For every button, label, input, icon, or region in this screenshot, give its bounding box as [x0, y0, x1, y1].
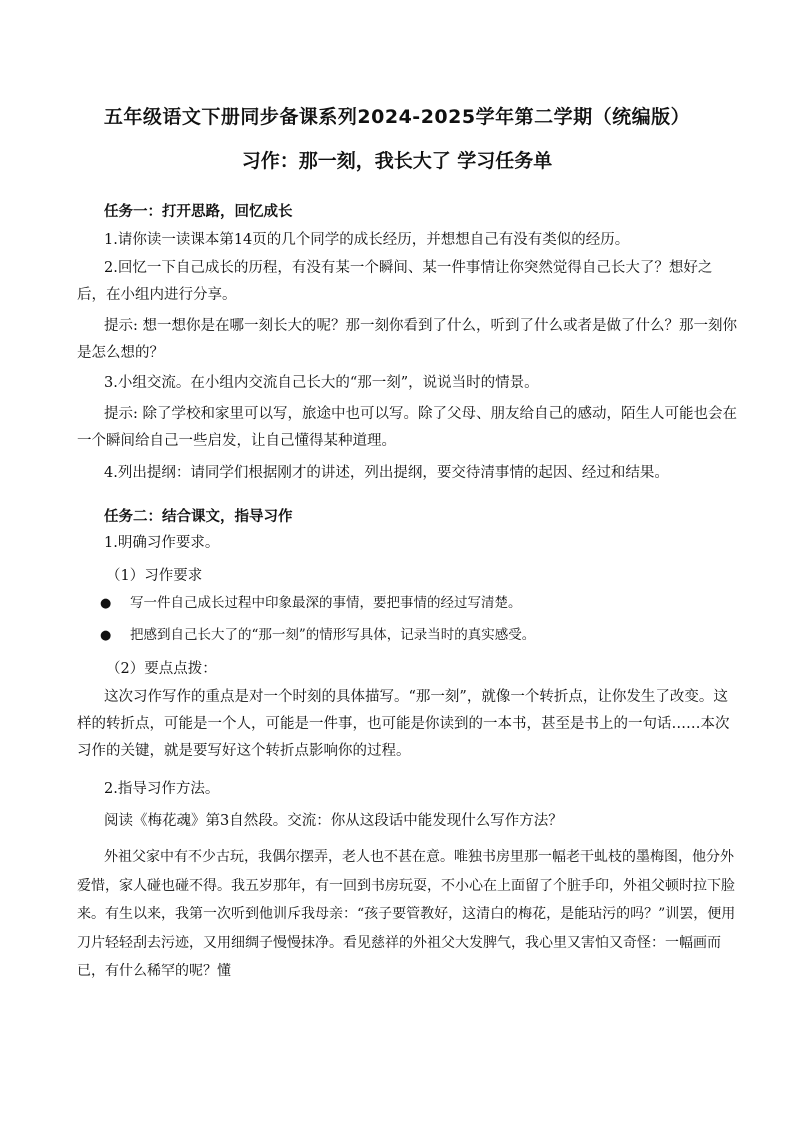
task1-heading: 任务一：打开思路，回忆成长 [104, 204, 293, 220]
excerpt-quote: 外祖父家中有不少古玩，我偶尔摆弄，老人也不甚在意。唯独书房里那一幅老干虬枝的墨梅图，他分外爱惜，家人碰也碰不得。我五岁那年，有一回到书房玩耍，不小心在上面留了个脏手印，外祖父顿时拉下脸来。有生以来，我第一次听到他训斥我母亲：“孩子要管教好，这清白的梅花，是能玷污的吗？”训罢，便用刀片轻轻刮去污迹，又用细绸子慢慢抹净。看见慈祥的外祖父大发脾气，我心里又害怕又奇怪：一幅画而已，有什么稀罕的呢？懂 [77, 849, 736, 979]
task1-item4: 4.列出提纲：请同学们根据刚才的讲述，列出提纲，要交待清事情的起因、经过和结果。 [104, 465, 669, 481]
requirement-text-1: 写一件自己成长过程中印象最深的事情，要把事情的经过写清楚。 [130, 595, 522, 611]
task2-item2: 2.指导习作方法。 [104, 781, 220, 797]
task2-heading: 任务二：结合课文，指导习作 [104, 509, 293, 525]
task1-hint1: 提示: 想一想你是在哪一刻长大的呢？那一刻你看到了什么，听到了什么或者是做了什么？那一刻你是怎么想的？ [77, 318, 737, 361]
task1-hint2: 提示: 除了学校和家里可以写，旅途中也可以写。除了父母、朋友给自己的感动，陌生人可能也会在一个瞬间给自己一些启发，让自己懂得某种道理。 [77, 406, 737, 449]
task1-item1: 1.请你读一读课本第14页的几个同学的成长经历，并想想自己有没有类似的经历。 [104, 232, 630, 248]
requirements-subheading: （1）习作要求 [106, 568, 203, 584]
document-title: 五年级语文下册同步备课系列2024-2025学年第二学期（统编版） [103, 106, 691, 128]
reading-prompt: 阅读《梅花魂》第3自然段。交流：你从这段话中能发现什么写作方法？ [104, 813, 563, 829]
key-points-paragraph: 这次习作写作的重点是对一个时刻的具体描写。“那一刻”，就像一个转折点，让你发生了改变。这样的转折点，可能是一个人，可能是一件事，也可能是你读到的一本书，甚至是书上的一句话……本次习作的关键，就是要写好这个转折点影响你的过程。 [77, 689, 730, 759]
task1-item2: 2.回忆一下自己成长的历程，有没有某一个瞬间、某一件事情让你突然觉得自己长大了？想好之后，在小组内进行分享。 [77, 260, 713, 303]
key-points-subheading: （2）要点点拨： [106, 661, 217, 677]
document-subtitle: 习作：那一刻，我长大了 学习任务单 [241, 150, 553, 172]
requirement-bullet-2 [100, 623, 740, 643]
bullet-icon: ● [100, 628, 112, 643]
task1-item3: 3.小组交流。在小组内交流自己长大的“那一刻”，说说当时的情景。 [104, 375, 539, 391]
task2-item1: 1.明确习作要求。 [104, 535, 220, 551]
bullet-icon: ● [100, 596, 112, 611]
requirement-bullet-1 [100, 591, 740, 611]
requirement-text-2: 把感到自己长大了的“那一刻”的情形写具体，记录当时的真实感受。 [130, 627, 536, 643]
